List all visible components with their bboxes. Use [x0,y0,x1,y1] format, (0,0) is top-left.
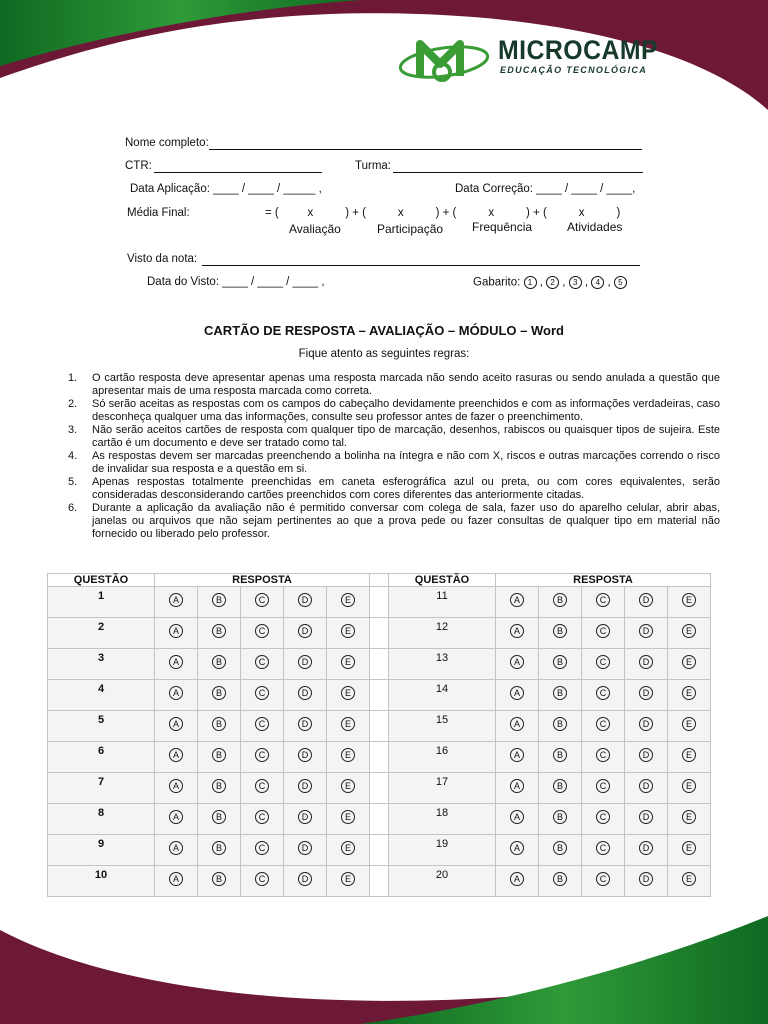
brand-name: MICROCAMP [498,35,659,65]
question-number: 9 [48,835,155,866]
option-cell [668,804,711,835]
gabarito-option-3[interactable]: 3 [569,276,582,289]
option-bubble-b[interactable]: B [212,686,226,700]
option-bubble-d[interactable]: D [298,779,312,793]
column-gap [370,649,389,680]
table-row [48,649,711,680]
option-bubble-e[interactable]: E [341,841,355,855]
weight-frequencia: Frequência [472,220,533,234]
option-bubble-d[interactable]: D [298,748,312,762]
option-cell [668,618,711,649]
option-bubble-e[interactable]: E [682,655,696,669]
option-bubble-a[interactable]: A [510,593,524,607]
col-questao-right: QUESTÃO [389,574,496,587]
option-bubble-e[interactable]: E [682,686,696,700]
option-bubble-b[interactable]: B [553,872,567,886]
option-cell [539,773,582,804]
option-bubble-a[interactable]: A [169,841,183,855]
option-bubble-a[interactable]: A [510,624,524,638]
rule-number: 2. [68,398,78,410]
option-bubble-e[interactable]: E [341,717,355,731]
ctr-field[interactable] [154,172,322,173]
data-aplicacao[interactable]: Data Aplicação: ____ / ____ / _____ , [130,183,322,195]
option-bubble-e[interactable]: E [341,624,355,638]
option-cell [496,742,539,773]
option-bubble-e[interactable]: E [682,872,696,886]
option-cell [155,773,198,804]
option-cell [668,835,711,866]
option-bubble-c[interactable]: C [596,593,610,607]
option-bubble-c[interactable]: C [255,841,269,855]
gabarito-option-4[interactable]: 4 [591,276,604,289]
option-bubble-b[interactable]: B [212,841,226,855]
option-cell [241,773,284,804]
page-title: CARTÃO DE RESPOSTA – AVALIAÇÃO – MÓDULO – Word [204,323,564,338]
option-bubble-c[interactable]: C [596,717,610,731]
option-cell [241,680,284,711]
option-bubble-d[interactable]: D [298,872,312,886]
option-bubble-e[interactable]: E [341,593,355,607]
option-cell [668,587,711,618]
option-cell [327,742,370,773]
option-bubble-d[interactable]: D [298,593,312,607]
option-bubble-c[interactable]: C [596,779,610,793]
option-bubble-b[interactable]: B [212,624,226,638]
option-bubble-d[interactable]: D [298,655,312,669]
option-cell [582,835,625,866]
weight-participacao: Participação [377,222,444,236]
option-cell [625,680,668,711]
option-bubble-e[interactable]: E [682,717,696,731]
column-gap [370,574,389,587]
option-cell [284,835,327,866]
question-number: 16 [389,742,496,773]
rule-item [68,502,720,541]
question-number: 8 [48,804,155,835]
rule-number: 6. [68,502,78,514]
question-number: 1 [48,587,155,618]
option-bubble-b[interactable]: B [553,593,567,607]
option-bubble-a[interactable]: A [169,717,183,731]
option-bubble-a[interactable]: A [510,872,524,886]
question-number: 12 [389,618,496,649]
option-cell [496,680,539,711]
rules-intro: Fique atento as seguintes regras: [298,348,470,360]
option-cell [155,742,198,773]
option-bubble-b[interactable]: B [212,655,226,669]
rule-number: 4. [68,450,78,462]
option-bubble-c[interactable]: C [255,593,269,607]
answer-table [47,573,711,897]
option-cell [496,773,539,804]
option-cell [496,618,539,649]
option-bubble-b[interactable]: B [212,717,226,731]
option-bubble-d[interactable]: D [639,593,653,607]
rule-text: As respostas devem ser marcadas preenchendo a bolinha na íntegra e não com X, riscos e outras marcações correndo o risco de invalidar sua resposta e a questão em si. [92,450,720,475]
option-bubble-c[interactable]: C [255,748,269,762]
option-cell [155,804,198,835]
visto-field[interactable] [202,265,640,266]
rules-list [68,372,720,541]
option-cell [327,773,370,804]
option-cell [625,742,668,773]
option-bubble-a[interactable]: A [169,872,183,886]
option-bubble-b[interactable]: B [553,717,567,731]
option-cell [155,618,198,649]
option-cell [539,742,582,773]
option-cell [539,587,582,618]
question-number: 6 [48,742,155,773]
option-cell [241,742,284,773]
data-visto[interactable]: Data do Visto: ____ / ____ / ____ , [147,276,325,288]
column-gap [370,804,389,835]
weight-avaliacao: Avaliação [289,222,341,236]
option-bubble-e[interactable]: E [682,593,696,607]
rule-item [68,476,720,502]
column-gap [370,773,389,804]
option-cell [284,649,327,680]
option-cell [668,711,711,742]
option-cell [284,804,327,835]
rule-text: Só serão aceitas as respostas com os campos do cabeçalho devidamente preenchidos e com as informações verdadeiras, caso desconheça qualquer uma das informações, consulte seu professor antes de fazer o preenchimento. [92,398,720,423]
option-cell [496,649,539,680]
gabarito-option-2[interactable]: 2 [546,276,559,289]
option-cell [241,711,284,742]
question-number: 19 [389,835,496,866]
option-cell [496,711,539,742]
option-cell [241,835,284,866]
column-gap [370,835,389,866]
option-bubble-b[interactable]: B [212,810,226,824]
option-bubble-d[interactable]: D [298,686,312,700]
rule-text: Apenas respostas totalmente preenchidas em caneta esferográfica azul ou preta, ou com cores equivalentes, serão consideradas desconsiderando cartões preenchidos com cores diferentes das anteriormente citadas. [92,476,720,501]
rule-text: Durante a aplicação da avaliação não é permitido conversar com colega de sala, fazer uso do aparelho celular, abrir abas, janelas ou arquivos que não sejam pertinentes ao que a prova pede ou fazer consultas de qualquer tipo em material não fornecido ou liberado pelo professor. [92,502,720,540]
option-bubble-e[interactable]: E [341,872,355,886]
option-bubble-c[interactable]: C [596,748,610,762]
question-number: 2 [48,618,155,649]
option-cell [327,680,370,711]
question-number: 7 [48,773,155,804]
option-cell [625,711,668,742]
option-cell [198,742,241,773]
rule-item [68,398,720,424]
question-number: 10 [48,866,155,897]
option-bubble-c[interactable]: C [596,624,610,638]
option-cell [327,587,370,618]
brand-tagline: EDUCAÇÃO TECNOLÓGICA [500,65,647,75]
option-cell [625,804,668,835]
option-cell [155,649,198,680]
nome-field[interactable] [209,149,642,150]
option-cell [327,649,370,680]
option-cell [198,649,241,680]
logo-mark-icon [398,34,498,84]
option-cell [625,835,668,866]
visto-label: Visto da nota: [127,253,198,265]
option-cell [198,835,241,866]
table-row [48,618,711,649]
option-cell [625,649,668,680]
option-bubble-d[interactable]: D [639,717,653,731]
option-cell [496,835,539,866]
option-bubble-e[interactable]: E [341,655,355,669]
col-questao-left: QUESTÃO [48,574,155,587]
option-cell [155,680,198,711]
option-bubble-d[interactable]: D [639,748,653,762]
rule-text: O cartão resposta deve apresentar apenas uma resposta marcada não sendo aceito rasuras ou sendo anulada a questão que apresentar mais de uma resposta marcada como correta. [92,372,720,397]
option-bubble-a[interactable]: A [169,624,183,638]
weight-atividades: Atividades [567,220,623,234]
option-bubble-a[interactable]: A [169,748,183,762]
option-bubble-d[interactable]: D [639,655,653,669]
option-bubble-a[interactable]: A [510,748,524,762]
option-cell [198,680,241,711]
option-bubble-c[interactable]: C [596,810,610,824]
option-cell [582,680,625,711]
option-bubble-e[interactable]: E [341,779,355,793]
ctr-label: CTR: [125,160,152,172]
option-bubble-b[interactable]: B [553,779,567,793]
option-cell [284,587,327,618]
option-cell [284,773,327,804]
table-header [48,574,711,587]
rule-text: Não serão aceitos cartões de resposta com qualquer tipo de marcação, desenhos, rabiscos ou quaisquer tipos de sujeira. Este cartão é um documento e deve ser tratado como tal. [92,424,720,449]
option-bubble-a[interactable]: A [510,841,524,855]
option-bubble-b[interactable]: B [553,810,567,824]
option-bubble-e[interactable]: E [341,810,355,824]
option-bubble-b[interactable]: B [553,748,567,762]
media-formula[interactable]: = ( x ) + ( x ) + ( x ) + ( x ) [265,207,621,219]
option-bubble-a[interactable]: A [169,593,183,607]
option-bubble-e[interactable]: E [341,748,355,762]
turma-label: Turma: [355,160,391,172]
table-row [48,587,711,618]
option-cell [198,711,241,742]
option-cell [155,835,198,866]
option-bubble-c[interactable]: C [596,655,610,669]
option-cell [668,742,711,773]
option-bubble-b[interactable]: B [212,748,226,762]
option-cell [284,711,327,742]
column-gap [370,742,389,773]
data-correcao[interactable]: Data Correção: ____ / ____ / ____, [455,183,636,195]
table-row [48,680,711,711]
option-bubble-d[interactable]: D [639,810,653,824]
option-bubble-c[interactable]: C [255,872,269,886]
option-bubble-d[interactable]: D [639,686,653,700]
option-bubble-c[interactable]: C [596,686,610,700]
option-bubble-d[interactable]: D [298,810,312,824]
gabarito-option-5[interactable]: 5 [614,276,627,289]
gabarito-label: Gabarito: [473,276,521,289]
option-cell [241,618,284,649]
option-cell [668,773,711,804]
option-cell [198,804,241,835]
rule-item [68,372,720,398]
option-cell [582,742,625,773]
option-cell [198,618,241,649]
option-cell [241,649,284,680]
option-cell [582,649,625,680]
option-bubble-a[interactable]: A [169,810,183,824]
option-bubble-d[interactable]: D [639,841,653,855]
option-bubble-e[interactable]: E [682,841,696,855]
option-cell [539,649,582,680]
option-cell [327,711,370,742]
option-bubble-d[interactable]: D [639,779,653,793]
option-cell [327,618,370,649]
option-bubble-b[interactable]: B [212,779,226,793]
question-number: 5 [48,711,155,742]
option-bubble-e[interactable]: E [682,779,696,793]
rule-item [68,424,720,450]
option-bubble-a[interactable]: A [169,686,183,700]
question-number: 15 [389,711,496,742]
option-cell [582,618,625,649]
option-cell [284,742,327,773]
gabarito: Gabarito: 1 , 2 , 3 , 4 , 5 [473,276,627,289]
option-cell [668,649,711,680]
option-cell [327,835,370,866]
column-gap [370,680,389,711]
option-cell [327,804,370,835]
option-cell [582,773,625,804]
option-bubble-c[interactable]: C [596,872,610,886]
option-bubble-e[interactable]: E [682,624,696,638]
option-bubble-c[interactable]: C [255,717,269,731]
media-label: Média Final: [127,207,190,219]
option-cell [539,835,582,866]
option-cell [155,711,198,742]
option-bubble-a[interactable]: A [510,779,524,793]
table-row [48,835,711,866]
option-bubble-d[interactable]: D [298,624,312,638]
option-cell [284,618,327,649]
option-bubble-a[interactable]: A [169,779,183,793]
option-bubble-c[interactable]: C [255,810,269,824]
option-bubble-c[interactable]: C [255,686,269,700]
option-bubble-c[interactable]: C [255,779,269,793]
option-bubble-b[interactable]: B [212,872,226,886]
option-cell [625,587,668,618]
option-bubble-d[interactable]: D [639,624,653,638]
option-cell [284,680,327,711]
option-bubble-a[interactable]: A [510,686,524,700]
question-number: 13 [389,649,496,680]
option-cell [496,587,539,618]
question-number: 11 [389,587,496,618]
option-bubble-c[interactable]: C [255,655,269,669]
option-cell [198,587,241,618]
option-bubble-b[interactable]: B [553,686,567,700]
option-cell [241,587,284,618]
footer-decoration [0,884,768,1024]
option-bubble-e[interactable]: E [341,686,355,700]
column-gap [370,618,389,649]
answer-rows [48,587,711,897]
option-bubble-c[interactable]: C [255,624,269,638]
question-number: 4 [48,680,155,711]
option-cell [582,804,625,835]
option-bubble-b[interactable]: B [212,593,226,607]
option-cell [539,804,582,835]
option-cell [155,587,198,618]
option-cell [668,680,711,711]
col-resposta-right: RESPOSTA [496,574,711,587]
microcamp-logo [398,34,668,84]
option-bubble-b[interactable]: B [553,841,567,855]
option-bubble-a[interactable]: A [510,810,524,824]
column-gap [370,587,389,618]
option-bubble-d[interactable]: D [298,717,312,731]
rule-number: 1. [68,372,78,384]
rule-item [68,450,720,476]
option-cell [625,773,668,804]
nome-label: Nome completo: [125,137,209,149]
question-number: 17 [389,773,496,804]
question-number: 18 [389,804,496,835]
table-row [48,711,711,742]
rule-number: 3. [68,424,78,436]
rule-number: 5. [68,476,78,488]
question-number: 20 [389,866,496,897]
table-row [48,773,711,804]
option-bubble-a[interactable]: A [169,655,183,669]
option-cell [625,618,668,649]
table-row [48,742,711,773]
option-bubble-d[interactable]: D [298,841,312,855]
option-cell [496,804,539,835]
option-cell [539,680,582,711]
option-bubble-b[interactable]: B [553,624,567,638]
option-cell [241,804,284,835]
option-bubble-e[interactable]: E [682,810,696,824]
option-bubble-d[interactable]: D [639,872,653,886]
question-number: 14 [389,680,496,711]
option-cell [582,587,625,618]
option-bubble-c[interactable]: C [596,841,610,855]
option-cell [198,773,241,804]
option-cell [539,618,582,649]
column-gap [370,711,389,742]
gabarito-option-1[interactable]: 1 [524,276,537,289]
option-bubble-e[interactable]: E [682,748,696,762]
option-bubble-a[interactable]: A [510,655,524,669]
turma-field[interactable] [393,172,643,173]
option-cell [539,711,582,742]
question-number: 3 [48,649,155,680]
option-bubble-a[interactable]: A [510,717,524,731]
option-cell [582,711,625,742]
table-row [48,804,711,835]
col-resposta-left: RESPOSTA [155,574,370,587]
option-bubble-b[interactable]: B [553,655,567,669]
